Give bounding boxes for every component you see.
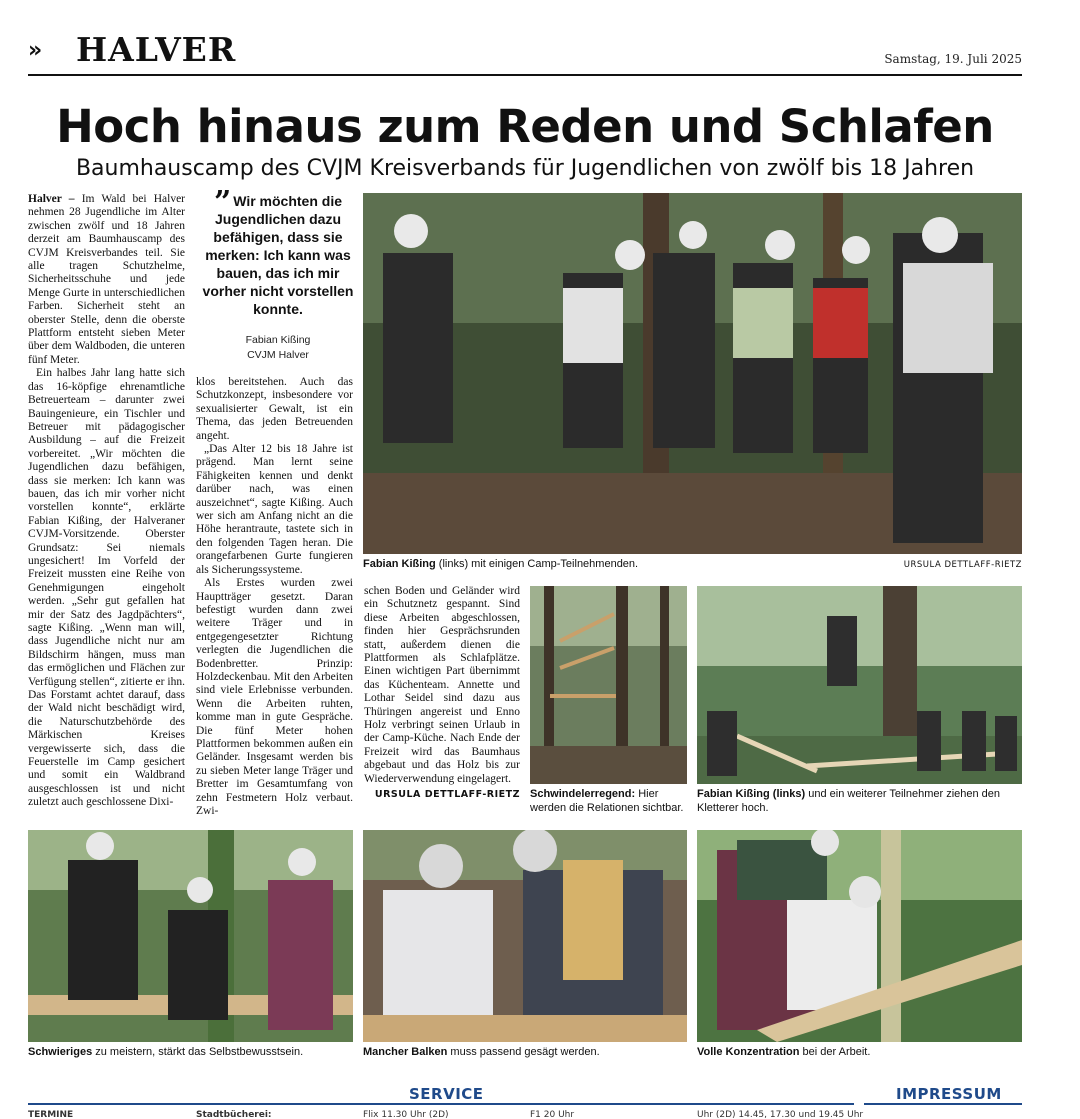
photo-caption (363, 1045, 687, 1059)
photo-caption (697, 1045, 1022, 1059)
article-column-3 (364, 585, 520, 815)
photo-sawing (363, 830, 687, 1042)
strip-cinema-2: F1 20 Uhr (530, 1110, 575, 1119)
quote-mark-icon: ” (213, 185, 232, 220)
strip-cinema-1: Flix 11.30 Uhr (2D) (363, 1110, 449, 1119)
caption-bold: Schwieriges (28, 1046, 93, 1058)
impressum-heading: IMPRESSUM (896, 1085, 1002, 1103)
strip-cinema-3: Uhr (2D) 14.45, 17.30 und 19.45 Uhr (697, 1110, 864, 1119)
caption-text: bei der Arbeit. (799, 1046, 871, 1058)
strip-library: Stadtbücherei: (196, 1110, 272, 1119)
service-rule (28, 1103, 854, 1105)
caption-text: (links) mit einigen Camp-Teilnehmenden. (435, 558, 639, 570)
col2-paragraph: „Das Alter 12 bis 18 Jahre ist prägend. Man lernt seine Fähigkeiten kennen und denkt darüber nach, was einen auszeichnet“, sagte Kißing. Auch wer sich am Anfang nicht an die Höhe herantraute, tastete sich in den folgenden Tagen heran. Die orangefarbenen Gurte fungieren als Sicherungssysteme. (196, 443, 353, 576)
header-rule (28, 74, 1022, 76)
strip-termine: TERMINE (28, 1110, 74, 1119)
caption-bold: Mancher Balken (363, 1046, 448, 1058)
article-column-2 (196, 376, 353, 816)
photo-caption (530, 787, 687, 815)
col3-paragraph: schen Boden und Geländer wird ein Schutznetz gespannt. Sind diese Arbeiten abgeschlossen, finden hier Gesprächsrunden statt, außerdem dienen die Plattformen als Schlafplätze. Einen wichtigen Part übernimmt das Küchenteam. Annette und Lothar Seidel sind dazu aus Thüringen angereist und Enno Holz verbringt seinen Urlaub in der Camp-Küche. Nach Ende der Freizeit wird das Baumhaus abgebaut und das Holz bis zur Wiederverwendung eingelagert. (364, 585, 520, 785)
photo-team (28, 830, 353, 1042)
photo-credit: URSULA DETTLAFF-RIETZ (903, 560, 1022, 570)
photo-caption (28, 1045, 353, 1059)
col1-paragraph: Im Wald bei Halver nehmen 28 Jugendliche im Alter zwischen zwölf und 18 Jahren derzeit am Baumhauscamp des CVJM Kreisverbandes teil. Sie alle tragen Schutzhelme, Sicherheitsschuhe und jede Menge Gurte in unterschiedlichen Farben. Sicherheit steht an oberster Stelle, denn die oberste Plattform entsteht sieben Meter über dem Waldboden, die unteren fünf Meter. (28, 193, 185, 366)
photo-climb (697, 586, 1022, 784)
photo-concentration (697, 830, 1022, 1042)
caption-text: muss passend gesägt werden. (447, 1046, 600, 1058)
issue-date: Samstag, 19. Juli 2025 (884, 52, 1022, 66)
photo-group-main (363, 193, 1022, 554)
caption-text: zu meistern, stärkt das Selbstbewusstsein. (92, 1046, 304, 1058)
photo-caption (697, 787, 1022, 815)
dateline: Halver – (28, 193, 75, 205)
article-author: URSULA DETTLAFF-RIETZ (374, 789, 520, 801)
caption-bold: Fabian Kißing (363, 558, 436, 570)
article-subheadline: Baumhauscamp des CVJM Kreisverbands für Jugendlichen von zwölf bis 18 Jahren (75, 156, 975, 181)
col2-paragraph: Als Erstes wurden zwei Hauptträger gesetzt. Daran befestigt wurden dann zwei weitere Träger und in entgegengesetzter Richtung verlegten die Jugendlichen die Bodenbretter. Prinzip: Holzdeckenbau. Mit den Arbeiten sind viele Erlebnisse verbunden. Wenn die Arbeiten ruhten, komme man in gute Gespräche. Die fünf Meter hohen Plattformen bekommen außen ein Geländer. Insgesamt werden bis zu sieben Meter lange Träger und Bretter im Gesamtumfang von zehn Festmetern Holz verbaut. Zwi- (196, 577, 353, 816)
photo-tower (530, 586, 687, 784)
pull-quote-text: Wir möchten die Jugendlichen dazu befähigen, dass sie merken: Ich kann was bauen, das ich mir vorher nicht vorstellen konnte. (202, 193, 354, 317)
pull-quote-attribution (200, 333, 356, 363)
caption-text: und ein weiterer Teilnehmer ziehen den Kletterer hoch. (697, 788, 1001, 814)
impressum-rule (864, 1103, 1022, 1105)
caption-bold: Schwindelerregend: (530, 788, 636, 800)
quote-name: Fabian Kißing (245, 334, 311, 346)
photo-caption (363, 557, 843, 571)
caption-bold: Fabian Kißing (links) (697, 788, 806, 800)
section-title: HALVER (76, 30, 237, 69)
col2-paragraph: klos bereitstehen. Auch das Schutzkonzept, insbesondere vor sexualisierter Gewalt, ist ein Thema, das jeden Betreuenden angeht. (196, 376, 353, 442)
col1-paragraph: Ein halbes Jahr lang hatte sich das 16-köpfige ehrenamtliche Betreuerteam – darunter zwei Bauingenieure, ein Tischler und Betreuer mit pädagogischer Ausbildung – auf die Freizeit vorbereitet. „Wir möchten die Jugendlichen dazu befähigen, dass sie merken: Ich kann was bauen, das ich mir vorher nicht vorstellen konnte“, erklärte Fabian Kißing, der Halveraner CVJM-Vorsitzende. Oberster Grundsatz: Sei niemals ungesichert! Im Vorfeld der Freizeit mussten eine Reihe von Genehmigungen eingeholt werden. „Sehr gut gefallen hat mir der Satz des Jagdpächters“, sagte Kißing. „Wenn man will, dass Jugendliche nicht nur am Bildschirm hängen, muss man das ermöglichen und Flächen zur Verfügung stellen“, zitierte er ihn. Das Forstamt achtet darauf, dass der Wald nicht beschädigt wird, die Naturschutzbehörde des Märkischen Kreises vergewisserte sich, dass die Feuerstelle im Camp gesichert und somit ein Waldbrand ausgeschlossen ist und nicht zuletzt auch geschlossene Dixi- (28, 367, 185, 809)
caption-text: Hier werden die Relationen sichtbar. (530, 788, 684, 814)
pull-quote (200, 185, 356, 318)
quote-role: CVJM Halver (247, 349, 309, 361)
article-headline: Hoch hinaus zum Reden und Schlafen (56, 100, 994, 153)
service-heading: SERVICE (409, 1085, 484, 1103)
section-chevron: » (28, 38, 43, 63)
caption-bold: Volle Konzentration (697, 1046, 800, 1058)
